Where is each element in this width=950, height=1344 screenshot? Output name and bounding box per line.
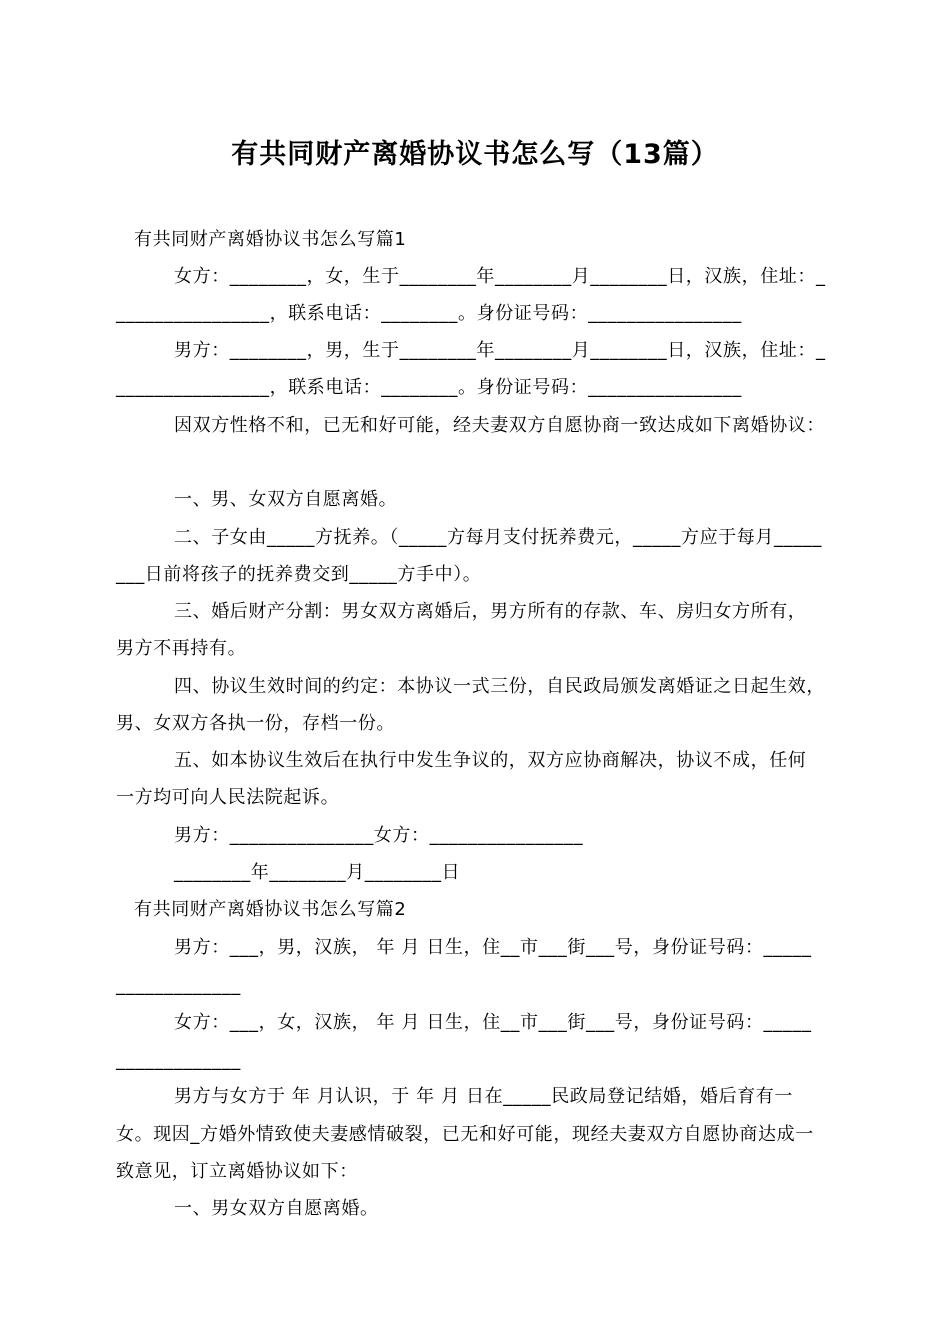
paragraph-line: 一方均可向人民法院起诉。 (116, 787, 340, 808)
paragraph-line: 二、子女由_____方抚养。（_____方每月支付抚养费元，_____方应于每月_____ (174, 527, 822, 548)
paragraph-line: 男方与女方于 年 月认识，于 年 月 日在_____民政局登记结婚，婚后育有一 (174, 1086, 794, 1107)
section-heading-1: 有共同财产离婚协议书怎么写篇1 (134, 229, 407, 250)
paragraph-line: 三、婚后财产分割：男女双方离婚后，男方所有的存款、车、房归女方所有， (174, 601, 807, 622)
paragraph-line: 女方：___，女，汉族， 年 月 日生，住__市___街___号，身份证号码：_____ (174, 1012, 812, 1033)
paragraph-line: ________________，联系电话：________。身份证号码：________________ (116, 377, 742, 398)
paragraph-line: 男方：________，男，生于________年________月________日，汉族，住址：_ (174, 340, 826, 361)
paragraph-line: 男方：___，男，汉族， 年 月 日生，住__市___街___号，身份证号码：_____ (174, 937, 812, 958)
date-line: ________年________月________日 (174, 862, 461, 883)
paragraph-line: _____________ (116, 1050, 241, 1071)
paragraph-line: 男、女双方各执一份，存档一份。 (116, 713, 395, 734)
paragraph-line: 因双方性格不和，已无和好可能，经夫妻双方自愿协商一致达成如下离婚协议： (174, 415, 825, 436)
paragraph-line: 女方：________，女，生于________年________月________日，汉族，住址：_ (174, 266, 826, 287)
paragraph-line: 一、男、女双方自愿离婚。 (174, 489, 398, 510)
paragraph-line: 五、如本协议生效后在执行中发生争议的，双方应协商解决，协议不成，任何 (174, 750, 807, 771)
paragraph-line: 致意见，订立离婚协议如下： (116, 1161, 358, 1182)
document-title: 有共同财产离婚协议书怎么写（13篇） (231, 139, 719, 170)
paragraph-line: ___日前将孩子的抚养费交到_____方手中）。 (116, 564, 482, 585)
paragraph-line: _____________ (116, 975, 241, 996)
signature-line: 男方：_______________女方：________________ (174, 825, 584, 846)
paragraph-line: 四、协议生效时间的约定：本协议一式三份，自民政局颁发离婚证之日起生效， (174, 676, 825, 697)
section-heading-2: 有共同财产离婚协议书怎么写篇2 (134, 899, 407, 920)
paragraph-line: 女。现因_方婚外情致使夫妻感情破裂，已无和好可能，现经夫妻双方自愿协商达成一 (116, 1124, 814, 1145)
paragraph-line: 一、男女双方自愿离婚。 (174, 1198, 379, 1219)
paragraph-line: 男方不再持有。 (116, 638, 247, 659)
paragraph-line: ________________，联系电话：________。身份证号码：________________ (116, 303, 742, 324)
